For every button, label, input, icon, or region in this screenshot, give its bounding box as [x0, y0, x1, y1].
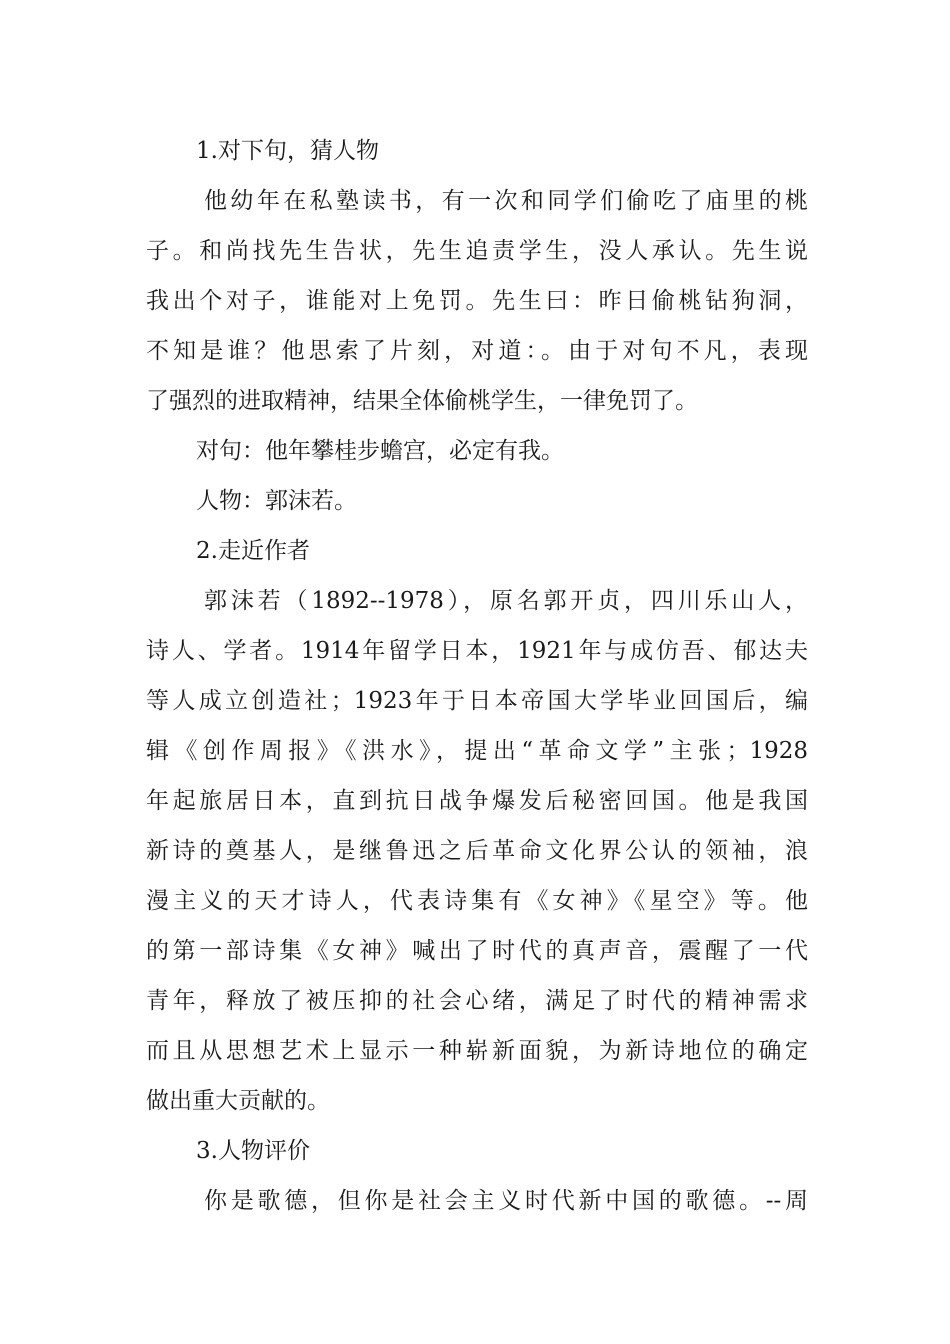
paragraph-line: 而且从思想艺术上显示一种崭新面貌，为新诗地位的确定: [146, 1038, 808, 1064]
paragraph-line: 做出重大贡献的。: [146, 1088, 330, 1114]
heading-riddle: 1.对下句，猜人物: [196, 138, 379, 164]
paragraph-line: 我出个对子，谁能对上免罚。先生曰：昨日偷桃钻狗洞，: [146, 288, 808, 314]
paragraph-line: 不知是谁？他思索了片刻，对道：。由于对句不凡，表现: [146, 338, 808, 364]
paragraph-line: 年起旅居日本，直到抗日战争爆发后秘密回国。他是我国: [146, 788, 808, 814]
paragraph-line: 他幼年在私塾读书，有一次和同学们偷吃了庙里的桃: [204, 188, 808, 214]
paragraph-line: 漫主义的天才诗人，代表诗集有《女神》《星空》等。他: [146, 888, 808, 914]
paragraph-line: 你是歌德，但你是社会主义时代新中国的歌德。--周: [204, 1188, 808, 1214]
paragraph-line: 辑《创作周报》《洪水》，提出“革命文学”主张；1928: [146, 738, 808, 764]
answer-person: 人物：郭沫若。: [196, 488, 357, 514]
paragraph-line: 了强烈的进取精神，结果全体偷桃学生，一律免罚了。: [146, 388, 698, 414]
paragraph-line: 子。和尚找先生告状，先生追责学生，没人承认。先生说: [146, 238, 808, 264]
paragraph-line: 诗人、学者。1914年留学日本，1921年与成仿吾、郁达夫: [146, 638, 808, 664]
paragraph-line: 等人成立创造社；1923年于日本帝国大学毕业回国后，编: [146, 688, 808, 714]
paragraph-line: 郭沫若（1892--1978），原名郭开贞，四川乐山人，: [204, 588, 808, 614]
paragraph-line: 的第一部诗集《女神》喊出了时代的真声音，震醒了一代: [146, 938, 808, 964]
answer-couplet: 对句：他年攀桂步蟾宫，必定有我。: [196, 438, 564, 464]
heading-author: 2.走近作者: [196, 538, 310, 564]
paragraph-line: 青年，释放了被压抑的社会心绪，满足了时代的精神需求: [146, 988, 808, 1014]
paragraph-line: 新诗的奠基人，是继鲁迅之后革命文化界公认的领袖，浪: [146, 838, 808, 864]
heading-evaluation: 3.人物评价: [196, 1138, 310, 1164]
